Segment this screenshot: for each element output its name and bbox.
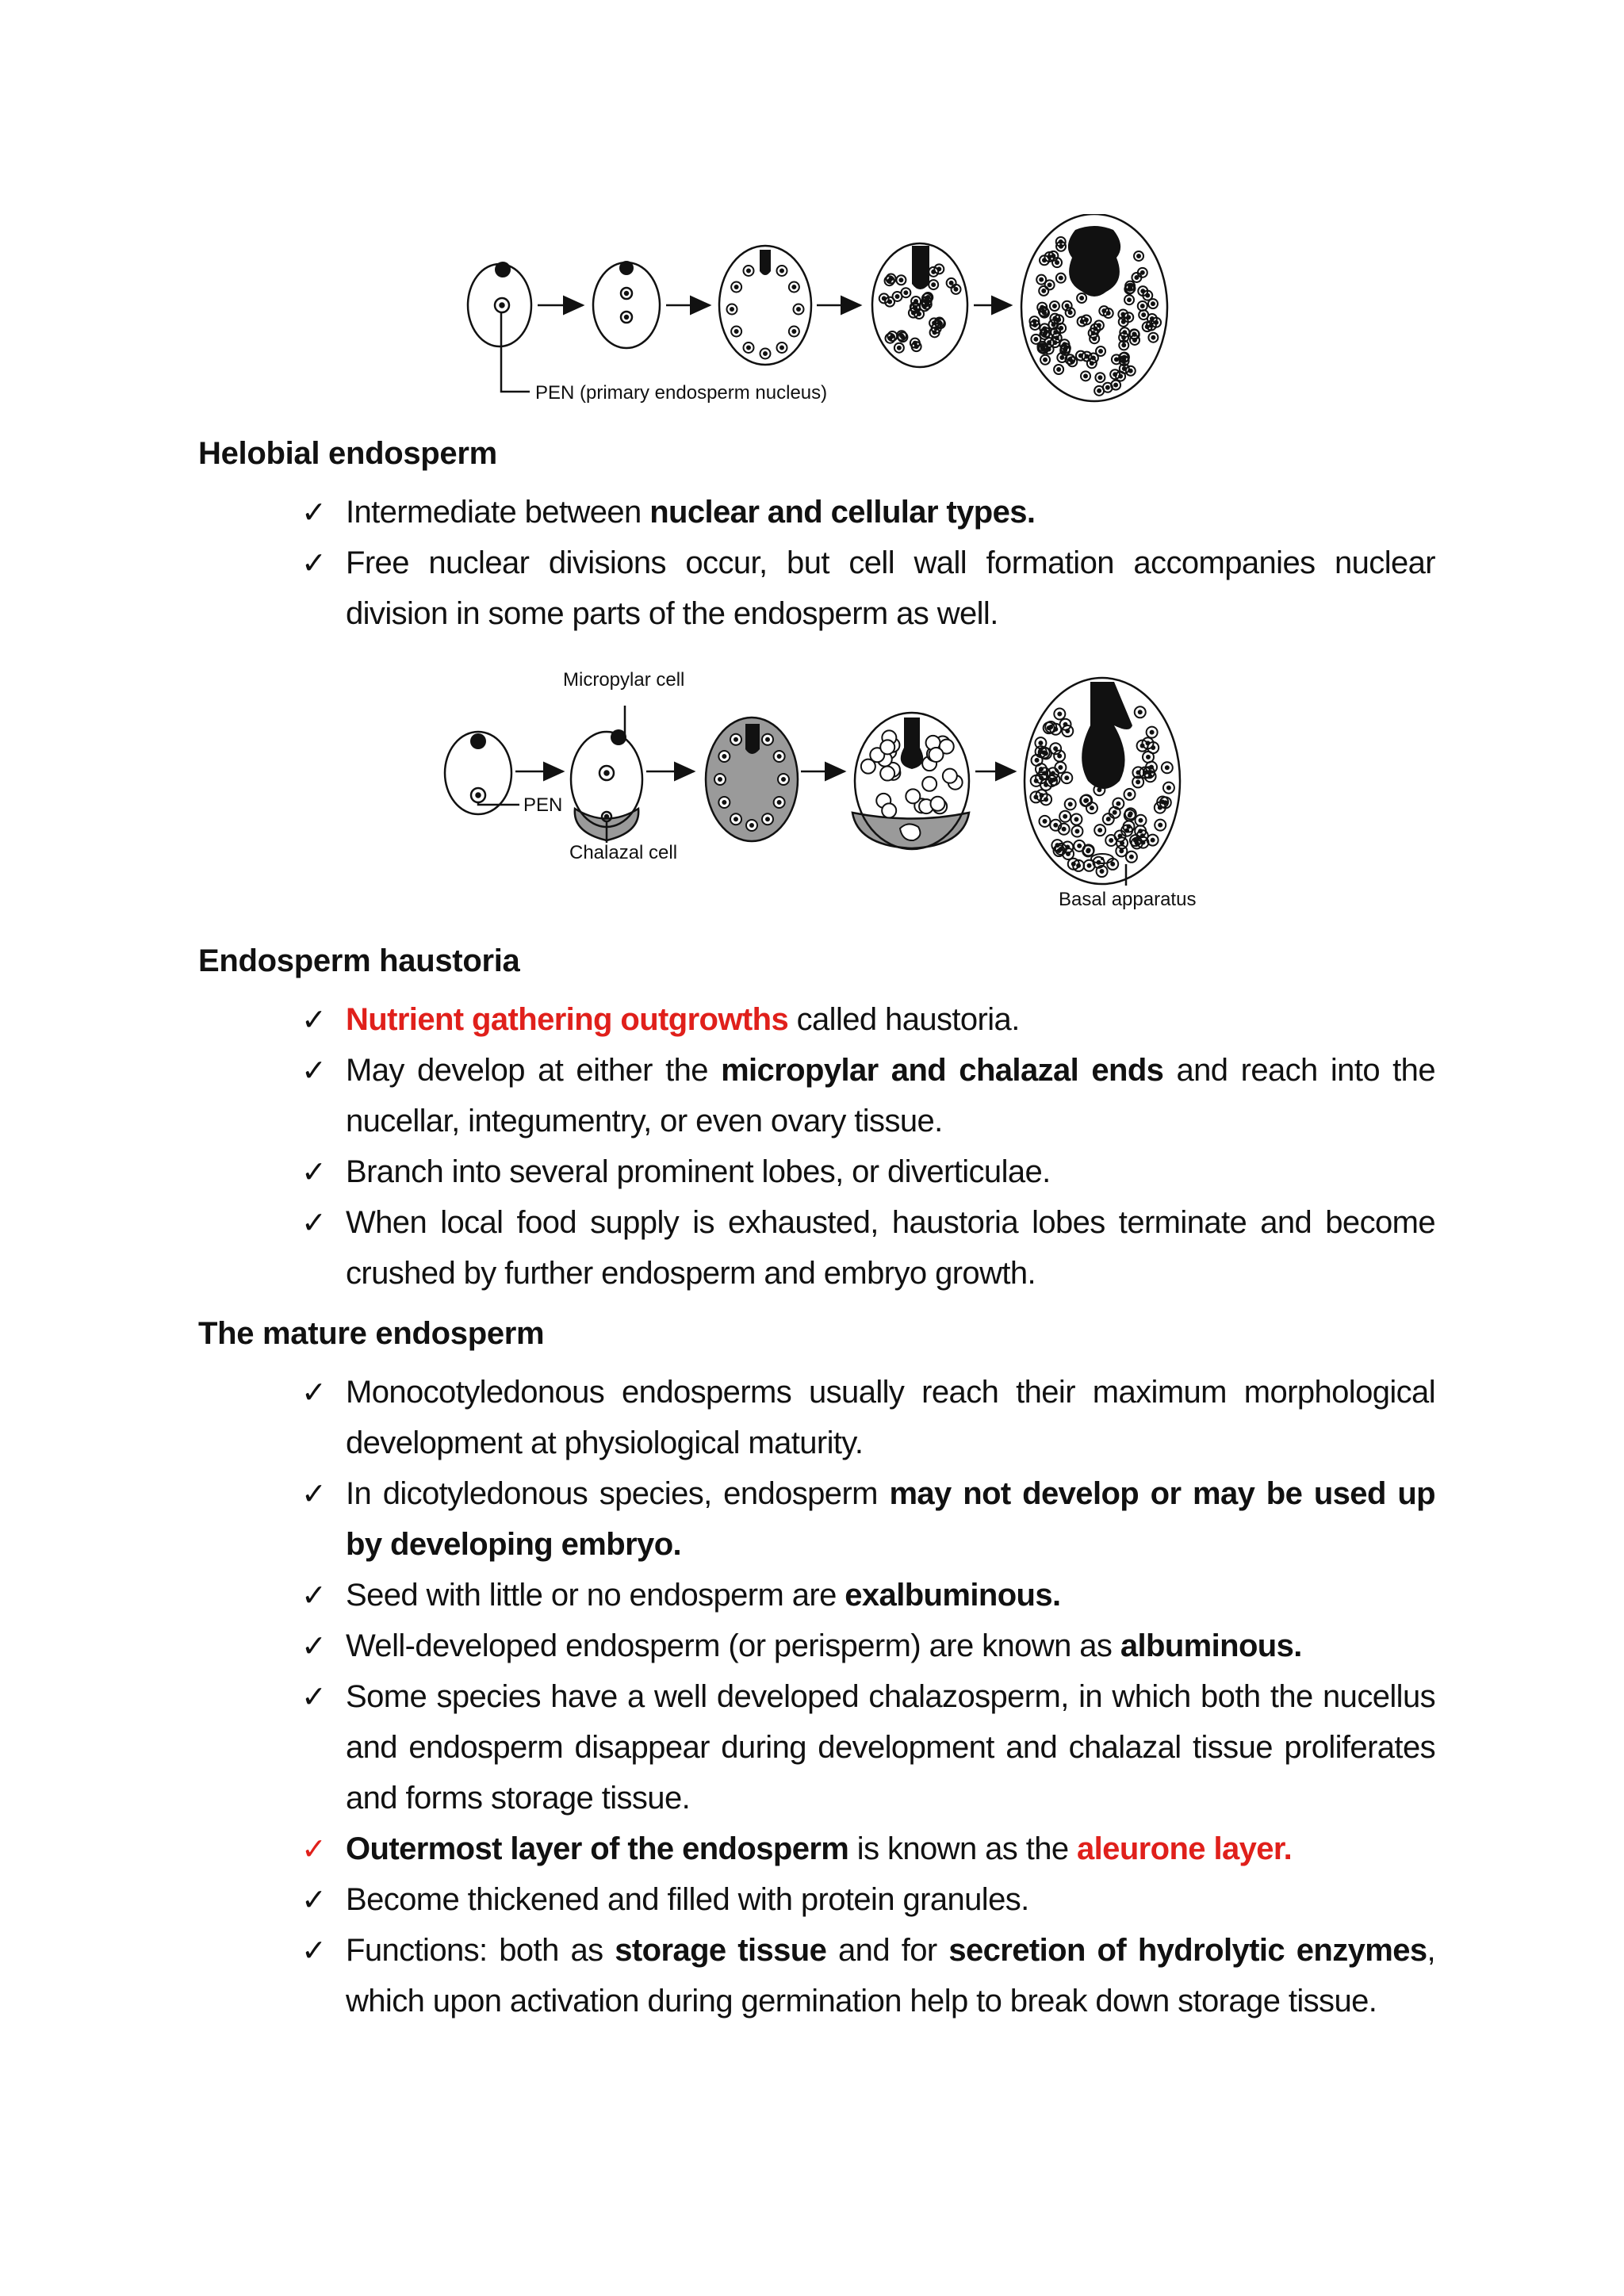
- nucleus-dot: [1042, 310, 1045, 313]
- helobial-endosperm-diagram: [0, 662, 1624, 916]
- nucleus-dot: [1128, 793, 1132, 796]
- nucleus-dot: [722, 801, 726, 804]
- nucleus-dot: [1080, 297, 1083, 300]
- nucleus-dot: [1066, 846, 1069, 849]
- nucleus-dot: [1074, 818, 1078, 821]
- nucleus-dot: [1092, 331, 1095, 335]
- nucleus-dot: [1099, 350, 1102, 353]
- check-icon: ✓: [301, 1679, 327, 1714]
- list-item: ✓ Become thickened and filled with protein granules.: [301, 1874, 1435, 1925]
- nucleus-dot: [1048, 255, 1051, 258]
- nucleus-dot: [1044, 358, 1047, 362]
- nucleus-dot: [1120, 849, 1123, 852]
- nucleus: [943, 769, 957, 783]
- nucleus-dot: [1084, 374, 1087, 377]
- nucleus-dot: [1151, 336, 1155, 339]
- nucleus-dot: [1167, 786, 1170, 790]
- nucleus-dot: [1043, 771, 1046, 775]
- nucleus-dot: [792, 285, 795, 289]
- pen-label: PEN (primary endosperm nucleus): [535, 382, 828, 404]
- list-item: ✓ Branch into several prominent lobes, or diverticulae.: [301, 1146, 1435, 1197]
- nucleus-dot: [1058, 713, 1061, 716]
- nucleus-dot: [1051, 771, 1055, 775]
- nucleus-dot: [883, 297, 886, 300]
- nucleus: [929, 748, 944, 762]
- check-icon: ✓: [301, 1053, 327, 1088]
- heading-helobial: Helobial endosperm: [198, 436, 497, 471]
- nucleus-dot: [1123, 367, 1126, 370]
- nucleus-dot: [734, 817, 737, 821]
- nucleus-dot: [925, 303, 929, 306]
- nucleus-dot: [1034, 338, 1037, 341]
- nucleus-dot: [900, 334, 903, 337]
- nucleus-dot: [1075, 829, 1078, 832]
- nucleus-dot: [1128, 813, 1132, 817]
- nucleus-dot: [734, 738, 737, 741]
- nucleus-dot: [778, 801, 781, 804]
- nucleus-dot: [1032, 320, 1036, 323]
- nucleus-dot: [735, 285, 738, 289]
- nucleus-dot: [950, 281, 953, 285]
- nucleus-dot: [1119, 375, 1122, 378]
- egg-nucleus: [495, 262, 511, 277]
- nucleus-dot: [1136, 780, 1139, 783]
- nucleus-dot: [1141, 271, 1144, 274]
- heading-haustoria: Endosperm haustoria: [198, 943, 520, 978]
- nucleus-dot: [1054, 824, 1057, 827]
- heading-mature-endosperm: The mature endosperm: [198, 1316, 545, 1351]
- nucleus-dot: [1116, 802, 1120, 806]
- nucleus-dot: [1147, 756, 1150, 759]
- nucleus-dot: [1063, 815, 1067, 818]
- nucleus-dot: [1107, 817, 1110, 821]
- nucleus-dot: [937, 267, 940, 270]
- nucleus-dot: [1142, 313, 1145, 316]
- nucleus-dot: [1141, 304, 1144, 308]
- nucleus-dot: [890, 277, 893, 281]
- check-icon: ✓: [301, 545, 327, 580]
- basal-apparatus-label: Basal apparatus: [1059, 889, 1197, 910]
- micropylar-label: Micropylar cell: [563, 669, 685, 691]
- pen-label-2: PEN: [523, 794, 563, 816]
- nucleus-dot: [1057, 318, 1060, 321]
- list-item: ✓ Intermediate between nuclear and cellular types.: [301, 487, 1435, 538]
- list-item: ✓ Nutrient gathering outgrowths called haustoria.: [301, 994, 1435, 1045]
- nucleus-dot: [899, 278, 902, 281]
- nucleus: [880, 740, 894, 754]
- nucleus-dot: [1122, 336, 1125, 339]
- nucleus-dot: [747, 270, 750, 273]
- check-icon: ✓: [301, 1375, 327, 1410]
- nucleus-dot: [1150, 766, 1153, 769]
- nucleus-dot: [1063, 342, 1066, 346]
- nucleus-dot: [766, 738, 769, 741]
- nucleus-dot: [1139, 710, 1142, 714]
- list-item: ✓ Well-developed endosperm (or perisperm) are known as albuminous.: [301, 1621, 1435, 1671]
- nucleus-dot: [1040, 794, 1044, 797]
- nucleus-dot: [955, 288, 958, 291]
- nucleus: [882, 803, 896, 817]
- nucleus-dot: [1058, 755, 1061, 758]
- nucleus-dot: [1161, 800, 1164, 803]
- nucleus-dot: [1069, 802, 1072, 806]
- nucleus-dot: [1101, 870, 1104, 873]
- figure-helobial-endosperm: [0, 662, 1624, 916]
- nucleus-dot: [1036, 759, 1039, 762]
- nucleus-dot: [1051, 323, 1055, 326]
- figure-nuclear-endosperm: [0, 214, 1624, 420]
- nucleus-dot: [896, 295, 899, 298]
- nucleus-dot: [797, 308, 800, 311]
- nucleus: [922, 777, 936, 791]
- nucleus-dot: [1042, 289, 1045, 293]
- nucleus-dot: [1120, 841, 1124, 844]
- list-item-highlight: ✓ Outermost layer of the endosperm is known as the aleurone layer.: [301, 1823, 1435, 1874]
- nucleus-dot: [747, 346, 750, 349]
- nucleus-dot: [1085, 355, 1088, 358]
- nucleus-dot: [1149, 775, 1152, 778]
- nucleus-dot: [898, 346, 901, 350]
- nucleus-dot: [1090, 362, 1094, 365]
- nucleus: [880, 767, 894, 781]
- list-item: ✓ Free nuclear divisions occur, but cell wall formation accompanies nuclear division in some parts of the endosperm as well.: [301, 538, 1435, 639]
- nucleus-dot: [1043, 333, 1046, 336]
- nucleus-dot: [1098, 828, 1101, 832]
- nucleus-dot: [1078, 844, 1081, 848]
- nucleus-dot: [1141, 289, 1144, 293]
- nucleus-dot: [1134, 839, 1137, 842]
- nucleus-dot: [1059, 766, 1062, 769]
- nucleus-dot: [1135, 276, 1138, 279]
- nucleus-dot: [1151, 839, 1155, 842]
- nucleus-dot: [780, 346, 783, 349]
- nucleus-dot: [1151, 731, 1154, 734]
- nucleus-dot: [1088, 864, 1091, 867]
- list-haustoria: [301, 994, 1435, 1299]
- list-item: ✓ May develop at either the micropylar and chalazal ends and reach into the nucellar, integumentry, or even ovary tissue.: [301, 1045, 1435, 1146]
- check-icon: ✓: [301, 1831, 327, 1866]
- nucleus-dot: [1055, 261, 1059, 264]
- list-item: ✓ Seed with little or no endosperm are exalbuminous.: [301, 1570, 1435, 1621]
- check-icon: ✓: [301, 1002, 327, 1037]
- nucleus-dot: [1151, 317, 1154, 320]
- nucleus-dot: [1137, 254, 1140, 258]
- nucleus-dot: [1114, 384, 1117, 387]
- list-item: ✓ In dicotyledonous species, endosperm may not develop or may be used up by developing embryo.: [301, 1468, 1435, 1570]
- nucleus-dot: [1066, 729, 1069, 733]
- nucleus-dot: [1060, 356, 1063, 359]
- nucleus-dot: [1111, 863, 1114, 866]
- nucleus-dot: [1115, 358, 1118, 361]
- nucleus-dot: [1049, 725, 1052, 729]
- nucleus-dot: [1077, 864, 1080, 867]
- nucleus-dot: [1097, 389, 1101, 392]
- nucleus-dot: [915, 345, 918, 348]
- nucleus-dot: [1066, 304, 1069, 308]
- nucleus-dot: [1044, 783, 1048, 786]
- check-icon: ✓: [301, 1205, 327, 1240]
- list-item: ✓ Functions: both as storage tissue and for secretion of hydrolytic enzymes, which upon activation during germination help to break down storage tissue.: [301, 1925, 1435, 2026]
- nucleus-dot: [1109, 839, 1113, 842]
- nucleus-dot: [1166, 766, 1169, 769]
- nucleus-dot: [1159, 824, 1162, 827]
- nucleus-dot: [1090, 806, 1094, 809]
- nucleus-dot: [1053, 341, 1056, 344]
- nucleus-dot: [1043, 751, 1046, 754]
- nuclear-endosperm-diagram: [0, 214, 1624, 420]
- nucleus-dot: [889, 337, 892, 340]
- nucleus-dot: [932, 283, 935, 286]
- nucleus-dot: [1084, 799, 1087, 802]
- nucleus-dot: [1097, 323, 1101, 327]
- nucleus-dot: [1122, 356, 1125, 359]
- check-icon: ✓: [301, 1154, 327, 1189]
- nucleus-dot: [1053, 304, 1056, 308]
- list-item: ✓ When local food supply is exhausted, haustoria lobes terminate and become crushed by further endosperm and embryo growth.: [301, 1197, 1435, 1299]
- nucleus-dot: [1128, 825, 1131, 828]
- nucleus-dot: [1133, 333, 1136, 336]
- nucleus-dot: [1044, 820, 1047, 823]
- nucleus-dot: [1086, 849, 1090, 852]
- nucleus-dot: [1069, 311, 1072, 314]
- nucleus-dot: [1039, 741, 1042, 744]
- list-item: ✓ Some species have a well developed chalazosperm, in which both the nucellus and endosperm disappear during development and chalazal tissue proliferates and forms storage tissue.: [301, 1671, 1435, 1823]
- check-icon: ✓: [301, 1628, 327, 1663]
- nucleus-dot: [782, 778, 785, 781]
- nucleus-dot: [722, 755, 726, 758]
- nucleus-dot: [735, 330, 738, 333]
- nucleus-dot: [778, 755, 781, 758]
- nucleus-dot: [914, 300, 917, 303]
- nucleus-dot: [1107, 312, 1110, 315]
- list-mature-endosperm: [301, 1367, 1435, 2026]
- nucleus-dot: [904, 291, 907, 294]
- nucleus-dot: [1128, 298, 1131, 301]
- nucleus-dot: [1106, 386, 1109, 389]
- nucleus-dot: [1059, 245, 1063, 248]
- chalazal-label: Chalazal cell: [569, 842, 678, 863]
- nucleus-dot: [1048, 348, 1051, 351]
- nucleus-dot: [1122, 343, 1125, 346]
- check-icon: ✓: [301, 1933, 327, 1968]
- nucleus-dot: [1057, 368, 1060, 371]
- nucleus-dot: [780, 270, 783, 273]
- nucleus-dot: [1130, 855, 1133, 859]
- nucleus-dot: [1097, 788, 1101, 791]
- nucleus-dot: [1065, 776, 1068, 779]
- nucleus: [906, 789, 920, 803]
- nucleus-dot: [1150, 324, 1153, 327]
- nucleus-dot: [764, 352, 767, 355]
- nucleus-dot: [1127, 316, 1130, 319]
- nucleus-dot: [1063, 828, 1066, 831]
- nucleus-dot: [1040, 278, 1043, 281]
- nucleus-dot: [1113, 811, 1116, 814]
- nucleus: [930, 797, 944, 811]
- nucleus-dot: [935, 327, 938, 330]
- nucleus-dot: [718, 778, 722, 781]
- nucleus-dot: [1128, 285, 1132, 288]
- nucleus-dot: [1139, 819, 1143, 822]
- nucleus-dot: [730, 308, 733, 311]
- check-icon: ✓: [301, 495, 327, 530]
- nucleus-dot: [750, 824, 753, 827]
- nucleus-dot: [1139, 829, 1142, 832]
- nucleus-dot: [1059, 327, 1063, 330]
- nucleus-dot: [1055, 844, 1059, 847]
- nucleus-dot: [1059, 277, 1063, 280]
- nucleus-dot: [766, 817, 769, 821]
- check-icon: ✓: [301, 1882, 327, 1917]
- nucleus-dot: [1151, 302, 1155, 305]
- nucleus-dot: [1048, 283, 1051, 286]
- nucleus-dot: [1141, 744, 1144, 748]
- list-helobial: [301, 487, 1435, 639]
- check-icon: ✓: [301, 1578, 327, 1613]
- nucleus-dot: [1151, 746, 1155, 749]
- nucleus-dot: [1098, 376, 1101, 379]
- list-item: ✓ Monocotyledonous endosperms usually reach their maximum morphological development at physiological maturity.: [301, 1367, 1435, 1468]
- nucleus-dot: [1081, 320, 1084, 323]
- nucleus-dot: [1071, 360, 1074, 363]
- check-icon: ✓: [301, 1476, 327, 1511]
- nucleus-dot: [792, 330, 795, 333]
- nucleus-dot: [1054, 747, 1057, 750]
